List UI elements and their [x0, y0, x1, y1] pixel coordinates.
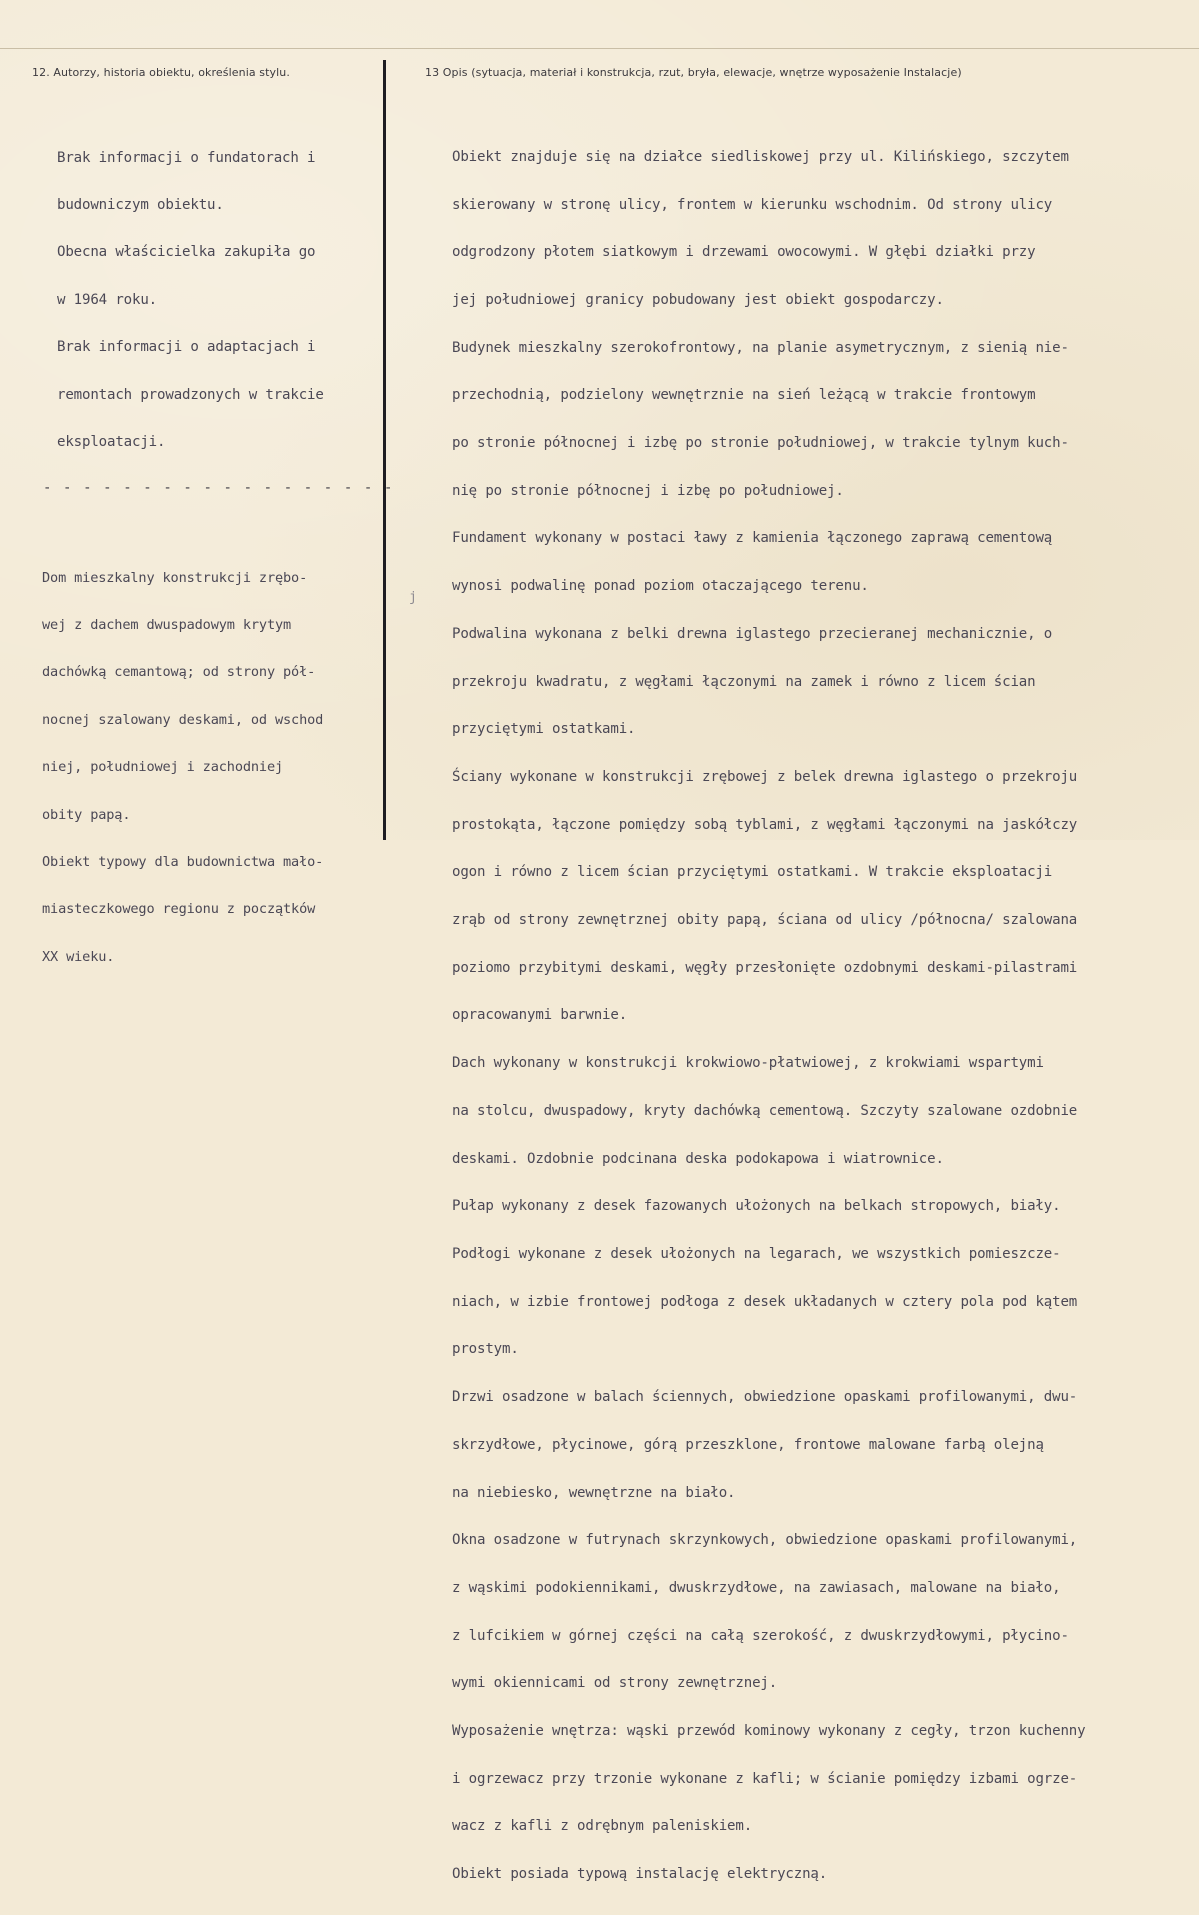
text-line: dachówką cemantową; od strony pół-: [42, 664, 316, 681]
text-line: nię po stronie północnej i izbę po południowej.: [452, 482, 844, 499]
text-line: Dach wykonany w konstrukcji krokwiowo-płatwiowej, z krokwiami wspartymi: [452, 1055, 1044, 1072]
text-line: zrąb od strony zewnętrznej obity papą, ściana od ulicy /północna/ szalowana: [452, 912, 1078, 929]
text-line: Obiekt posiada typową instalację elektryczną.: [452, 1866, 828, 1883]
text-line: XX wieku.: [42, 948, 115, 965]
text-line: nocnej szalowany deskami, od wschod: [42, 711, 324, 728]
text-line: miasteczkowego regionu z początków: [42, 901, 316, 918]
text-line: obity papą.: [42, 806, 131, 823]
text-line: Ściany wykonane w konstrukcji zrębowej z belek drewna iglastego o przekroju: [452, 768, 1078, 785]
building-description-text: [452, 118, 1085, 1915]
text-line: Brak informacji o adaptacjach i: [57, 339, 316, 356]
text-line: wynosi podwalinę ponad poziom otaczającego terenu.: [452, 578, 869, 595]
text-line: budowniczym obiektu.: [57, 196, 224, 213]
text-line: wymi okiennicami od strony zewnętrznej.: [452, 1675, 778, 1692]
authors-history-text: [57, 119, 324, 482]
text-line: remontach prowadzonych w trakcie: [57, 386, 324, 403]
stray-mark: j: [409, 590, 417, 605]
text-line: eksploatacji.: [57, 433, 166, 450]
text-line: odgrodzony płotem siatkowym i drzewami owocowymi. W głębi działki przy: [452, 244, 1036, 261]
column-divider: [383, 60, 386, 840]
text-line: wacz z kafli z odrębnym paleniskiem.: [452, 1818, 753, 1835]
text-line: Okna osadzone w futrynach skrzynkowych, obwiedzione opaskami profilowanymi,: [452, 1532, 1078, 1549]
text-line: Drzwi osadzone w balach ściennych, obwiedzione opaskami profilowanymi, dwu-: [452, 1389, 1078, 1406]
text-line: z wąskimi podokiennikami, dwuskrzydłowe, na zawiasach, malowane na biało,: [452, 1579, 1061, 1596]
text-line: poziomo przybitymi deskami, węgły przesłonięte ozdobnymi deskami-pilastrami: [452, 959, 1078, 976]
text-line: Fundament wykonany w postaci ławy z kamienia łączonego zaprawą cementową: [452, 530, 1053, 547]
text-line: niej, południowej i zachodniej: [42, 759, 284, 776]
text-line: wej z dachem dwuspadowym krytym: [42, 616, 292, 633]
text-line: Obecna właścicielka zakupiła go: [57, 244, 316, 261]
style-description-text: [42, 539, 323, 997]
text-line: na niebiesko, wewnętrzne na biało.: [452, 1484, 736, 1501]
text-line: jej południowej granicy pobudowany jest obiekt gospodarczy.: [452, 291, 944, 308]
section-12-header: 12. Autorzy, historia obiektu, określenia stylu.: [32, 66, 290, 79]
dashed-separator: - - - - - - - - - - - - - - - - - -: [43, 480, 395, 496]
text-line: prostokąta, łączone pomiędzy sobą tyblami, z węgłami łączonymi na jaskółczy: [452, 816, 1078, 833]
text-line: Podłogi wykonane z desek ułożonych na legarach, we wszystkich pomieszcze-: [452, 1245, 1061, 1262]
text-line: Wyposażenie wnętrza: wąski przewód kominowy wykonany z cegły, trzon kuchenny: [452, 1723, 1086, 1740]
section-13-header: 13 Opis (sytuacja, materiał i konstrukcja, rzut, bryła, elewacje, wnętrze wyposażenie Instalacje): [425, 66, 962, 79]
text-line: skrzydłowe, płycinowe, górą przeszklone, frontowe malowane farbą olejną: [452, 1436, 1044, 1453]
text-line: po stronie północnej i izbę po stronie południowej, w trakcie tylnym kuch-: [452, 435, 1069, 452]
text-line: Obiekt znajduje się na działce siedliskowej przy ul. Kilińskiego, szczytem: [452, 148, 1069, 165]
text-line: Dom mieszkalny konstrukcji zrębo-: [42, 569, 308, 586]
text-line: w 1964 roku.: [57, 291, 158, 308]
text-line: skierowany w stronę ulicy, frontem w kierunku wschodnim. Od strony ulicy: [452, 196, 1053, 213]
text-line: i ogrzewacz przy trzonie wykonane z kafli; w ścianie pomiędzy izbami ogrze-: [452, 1770, 1078, 1787]
text-line: ogon i równo z licem ścian przyciętymi ostatkami. W trakcie eksploatacji: [452, 864, 1053, 881]
text-line: na stolcu, dwuspadowy, kryty dachówką cementową. Szczyty szalowane ozdobnie: [452, 1102, 1078, 1119]
text-line: przyciętymi ostatkami.: [452, 721, 636, 738]
text-line: Pułap wykonany z desek fazowanych ułożonych na belkach stropowych, biały.: [452, 1198, 1061, 1215]
text-line: niach, w izbie frontowej podłoga z desek układanych w cztery pola pod kątem: [452, 1293, 1078, 1310]
text-line: Podwalina wykonana z belki drewna iglastego przecieranej mechanicznie, o: [452, 625, 1053, 642]
text-line: przechodnią, podzielony wewnętrznie na sień leżącą w trakcie frontowym: [452, 387, 1036, 404]
text-line: przekroju kwadratu, z węgłami łączonymi na zamek i równo z licem ścian: [452, 673, 1036, 690]
text-line: Brak informacji o fundatorach i: [57, 149, 316, 166]
text-line: Budynek mieszkalny szerokofrontowy, na planie asymetrycznym, z sienią nie-: [452, 339, 1069, 356]
top-rule: [0, 48, 1199, 49]
text-line: prostym.: [452, 1341, 519, 1358]
text-line: z lufcikiem w górnej części na całą szerokość, z dwuskrzydłowymi, płycino-: [452, 1627, 1069, 1644]
text-line: opracowanymi barwnie.: [452, 1007, 628, 1024]
text-line: deskami. Ozdobnie podcinana deska podokapowa i wiatrownice.: [452, 1150, 944, 1167]
text-line: Obiekt typowy dla budownictwa mało-: [42, 853, 324, 870]
